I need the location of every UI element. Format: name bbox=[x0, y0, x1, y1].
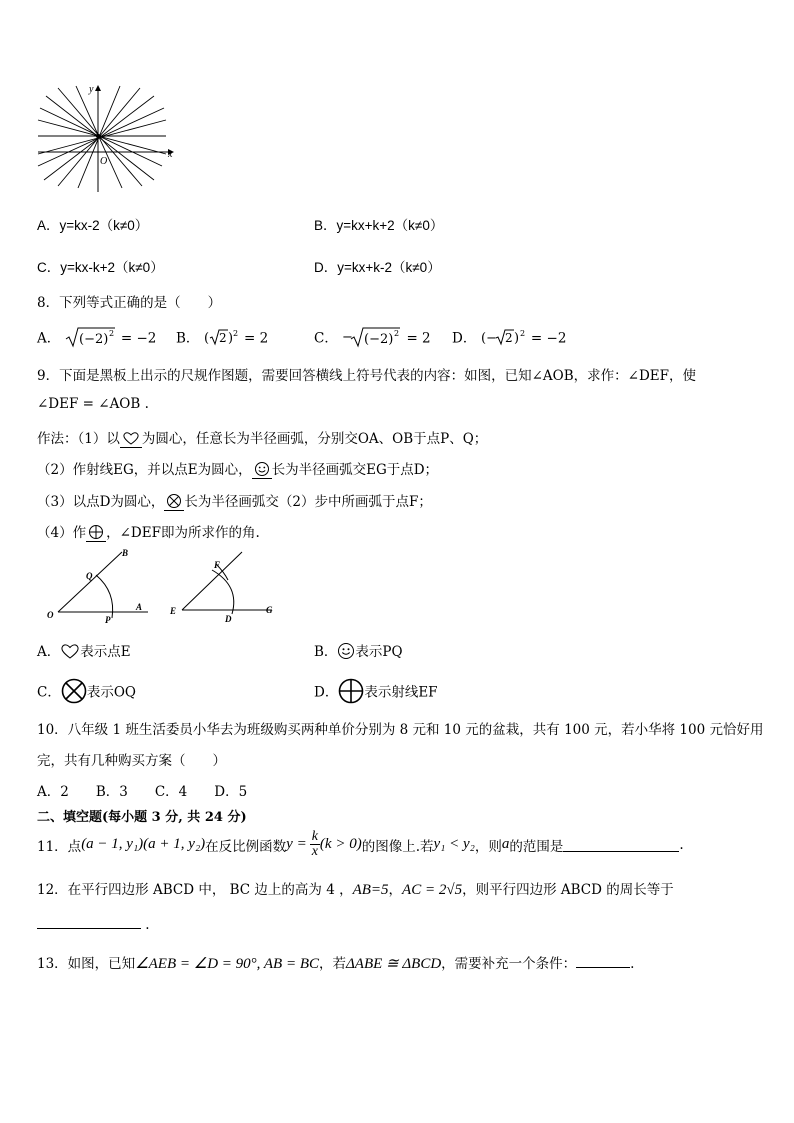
label-d: D bbox=[225, 614, 232, 624]
q7-option-a: A．y=kx-2（k≠0） bbox=[37, 218, 149, 233]
q11-text-range: 的范围是 bbox=[509, 838, 564, 855]
q8-option-b-rhs: = 2 bbox=[244, 330, 269, 347]
label-b: B bbox=[122, 548, 129, 558]
q8-option-a bbox=[37, 326, 156, 352]
q9-option-b-text: 表示PQ bbox=[355, 644, 403, 660]
origin-label: O bbox=[100, 156, 108, 167]
q9-option-c-label: C． bbox=[37, 684, 61, 701]
q9-step1-suffix: 为圆心，任意长为半径画弧，分别交OA、OB于点P、Q； bbox=[141, 431, 488, 447]
q11-prefix: 11．点 bbox=[37, 838, 82, 855]
svg-text:(: ( bbox=[203, 331, 209, 346]
svg-text:2: 2 bbox=[218, 331, 227, 345]
q13-text-if: ，若 bbox=[319, 956, 346, 972]
q11-end: . bbox=[679, 836, 684, 853]
q11-text-graph: 的图像上.若 bbox=[361, 838, 434, 855]
q9-step2 bbox=[37, 458, 438, 481]
q9-option-c bbox=[37, 678, 136, 708]
neg-sqrt2-squared bbox=[481, 326, 527, 352]
q10-line2: 完，共有几种购买方案（ ） bbox=[37, 753, 226, 769]
q12-prefix: 12．在平行四边形 ABCD 中， BC 边上的高为 4 ， bbox=[37, 882, 353, 898]
y-axis-label: y bbox=[89, 84, 94, 95]
x-axis-label: x bbox=[168, 149, 173, 160]
q9-step4-prefix: （4）作 bbox=[37, 525, 87, 541]
q11-text-function: 在反比例函数 bbox=[205, 838, 287, 855]
q8-option-a-rhs: = −2 bbox=[120, 330, 157, 347]
q11-fraction-numerator: k bbox=[311, 829, 318, 844]
svg-text:): ) bbox=[227, 331, 233, 346]
q8-option-d bbox=[452, 326, 566, 352]
q11-fraction-denominator: x bbox=[311, 844, 318, 859]
sqrt-minus2-squared bbox=[65, 326, 117, 352]
q8-stem: 8．下列等式正确的是（ ） bbox=[37, 295, 222, 311]
q9-step1 bbox=[37, 427, 487, 449]
q12-end: . bbox=[145, 917, 150, 933]
q12-ab: AB=5 bbox=[352, 882, 389, 898]
q12-suffix: ，则平行四边形 ABCD 的周长等于 bbox=[462, 882, 674, 898]
q7-option-d: D．y=kx+k-2（k≠0） bbox=[314, 260, 441, 275]
q11-points: (a − 1, y₁)(a + 1, y₂) bbox=[81, 836, 206, 852]
q7-option-c: C．y=kx-k+2（k≠0） bbox=[37, 260, 164, 275]
q8-option-a-label: A． bbox=[37, 330, 61, 347]
q9-option-b bbox=[314, 640, 403, 664]
label-q: Q bbox=[86, 571, 93, 581]
q9-option-c-text: 表示OQ bbox=[86, 684, 136, 701]
circled-x-icon bbox=[61, 678, 87, 708]
heart-icon bbox=[60, 643, 80, 663]
label-a: A bbox=[136, 602, 143, 612]
q9-option-d-label: D． bbox=[314, 684, 339, 701]
label-p: P bbox=[105, 615, 111, 625]
q8-option-d-label: D． bbox=[452, 330, 477, 347]
svg-text:2: 2 bbox=[108, 329, 114, 338]
q11-answer-blank[interactable] bbox=[563, 837, 679, 852]
q7-figure bbox=[36, 82, 178, 194]
q9-figure-aob bbox=[44, 546, 154, 626]
svg-text:): ) bbox=[513, 331, 519, 346]
q9-option-b-label: B． bbox=[314, 644, 338, 660]
svg-text:−: − bbox=[342, 330, 354, 345]
q10-options: A．2 B．3 C．4 D．5 bbox=[37, 784, 248, 800]
q9-option-a-label: A． bbox=[37, 644, 61, 660]
q12-answer-blank[interactable] bbox=[37, 914, 141, 929]
label-o: O bbox=[47, 610, 54, 620]
q10-line1: 10．八年级 1 班生活委员小华去为班级购买两种单价分别为 8 元和 10 元的盆栽，共有 100 元，若小华将 100 元恰好用 bbox=[37, 722, 764, 738]
q11-func-condition: (k > 0) bbox=[319, 836, 362, 852]
q8-option-c-rhs: = 2 bbox=[406, 330, 431, 347]
q8-option-d-rhs: = −2 bbox=[530, 330, 567, 347]
q7-option-b: B．y=kx+k+2（k≠0） bbox=[314, 218, 444, 233]
q8-option-b-label: B． bbox=[176, 330, 200, 347]
q13-congruence: ΔABE ≅ ΔBCD bbox=[346, 956, 442, 972]
svg-text:2: 2 bbox=[504, 331, 513, 345]
q9-option-a bbox=[37, 640, 131, 663]
svg-text:(−2): (−2) bbox=[364, 332, 394, 347]
q9-step4-suffix: ，∠DEF即为所求作的角. bbox=[106, 525, 260, 541]
q9-step2-prefix: （2）作射线EG，并以点E为圆心， bbox=[37, 462, 252, 478]
q8-option-c-label: C． bbox=[314, 330, 338, 347]
sqrt2-squared bbox=[204, 326, 240, 352]
circled-x-icon bbox=[166, 493, 182, 513]
q12-ac: AC = 2√5 bbox=[402, 882, 463, 898]
q11 bbox=[37, 830, 684, 859]
label-g: G bbox=[266, 605, 273, 615]
q11-condition: y₁ < y₂ bbox=[433, 836, 475, 852]
lines-through-point-figure bbox=[36, 82, 178, 194]
svg-text:2: 2 bbox=[232, 329, 238, 338]
q9-option-d bbox=[314, 678, 438, 708]
q11-fraction bbox=[310, 830, 320, 859]
svg-text:(−: (− bbox=[480, 331, 497, 346]
svg-text:2: 2 bbox=[394, 329, 400, 338]
circled-plus-icon bbox=[88, 524, 104, 544]
q9-step3 bbox=[37, 490, 432, 513]
q13-prefix: 13．如图，已知 bbox=[37, 956, 136, 972]
label-f: F bbox=[214, 560, 221, 570]
q9-stem-line1: 9．下面是黑板上出示的尺规作图题，需要回答横线上符号代表的内容：如图，已知∠AOB，求作：∠DEF，使 bbox=[37, 368, 696, 384]
circled-plus-icon bbox=[338, 678, 364, 708]
q11-variable: a bbox=[501, 836, 510, 852]
q9-step1-prefix: 作法：（1）以 bbox=[37, 431, 120, 447]
q9-step3-suffix: 长为半径画弧交（2）步中所画弧于点F； bbox=[184, 494, 432, 510]
q9-step3-prefix: （3）以点D为圆心， bbox=[37, 494, 165, 510]
neg-sqrt-minus2-squared bbox=[342, 326, 402, 352]
q13-end: . bbox=[630, 956, 635, 972]
q12-comma: ， bbox=[388, 882, 403, 898]
q9-option-a-text: 表示点E bbox=[80, 644, 131, 660]
q9-stem-line2: ∠DEF = ∠AOB . bbox=[37, 396, 149, 412]
q13-text-need: ，需要补充一个条件： bbox=[441, 956, 577, 972]
q8-option-b bbox=[176, 326, 268, 352]
svg-text:(−2): (−2) bbox=[78, 332, 108, 347]
heart-icon bbox=[122, 431, 140, 449]
q12-line1 bbox=[37, 878, 674, 899]
smiley-icon bbox=[337, 642, 355, 664]
q9-step2-suffix: 长为半径画弧交EG于点D； bbox=[271, 462, 439, 478]
q13-given: ∠AEB = ∠D = 90°, AB = BC bbox=[135, 956, 319, 972]
smiley-icon bbox=[254, 461, 270, 481]
q13 bbox=[37, 952, 634, 973]
q11-func-lhs: y = bbox=[286, 836, 307, 852]
q8-option-c bbox=[314, 326, 431, 352]
svg-text:2: 2 bbox=[519, 329, 525, 338]
q9-option-d-text: 表示射线EF bbox=[364, 684, 438, 701]
label-e: E bbox=[170, 606, 177, 616]
q13-answer-blank[interactable] bbox=[576, 953, 630, 968]
section-heading: 二、填空题(每小题 3 分, 共 24 分) bbox=[37, 810, 247, 825]
q11-text-then: ，则 bbox=[474, 838, 502, 855]
q12-line2 bbox=[37, 914, 150, 933]
q9-step4 bbox=[37, 521, 260, 544]
q9-figure-def bbox=[166, 546, 278, 626]
